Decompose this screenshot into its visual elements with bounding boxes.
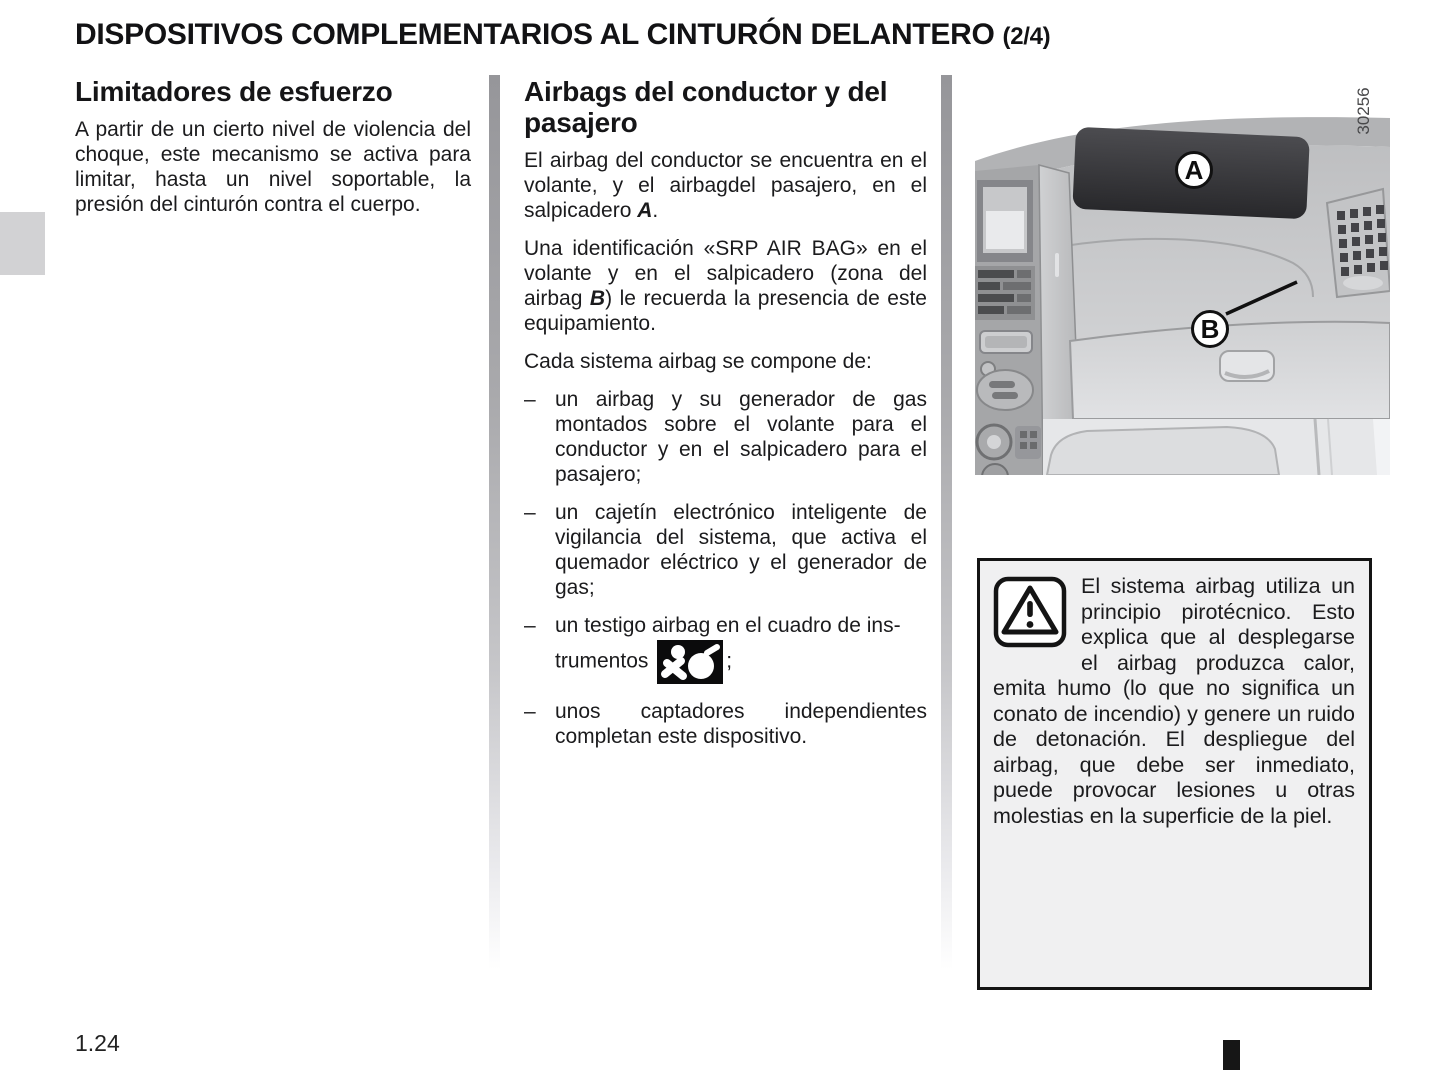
page-number: 1.24 xyxy=(75,1030,120,1056)
bullet-dash: – xyxy=(524,700,536,723)
list-item: – un airbag y su generador de gas montados sobre el volante para el conductor y en el salpicadero para el pasajero; xyxy=(524,388,927,486)
air-vent xyxy=(1327,189,1390,297)
body-paragraph: Una identificación «SRP AIR BAG» en el volante y en el salpicadero (zona del airbag B) le recuerda la presencia de este equipamiento. xyxy=(524,237,927,335)
bullet-dash: – xyxy=(524,501,536,524)
label-circle-a: A xyxy=(1175,151,1213,189)
part-reference-a: A xyxy=(637,199,653,222)
column-divider xyxy=(489,75,500,988)
bullet-dash: – xyxy=(524,614,536,637)
warning-triangle-icon xyxy=(993,576,1067,648)
seat xyxy=(1047,427,1279,475)
list-item: – un testigo airbag en el cuadro de ins- trumentos ; xyxy=(524,613,927,686)
list-item: – unos captadores independientes completan este dispositivo. xyxy=(524,700,927,748)
glovebox xyxy=(1070,322,1390,419)
car-dashboard-illustration xyxy=(975,85,1390,475)
list-item: – un cajetín electrónico inteligente de vigilancia del sistema, que activa el quemador eléctrico y el generador de gas; xyxy=(524,501,927,599)
warning-text: El sistema airbag utiliza un principio pirotécnico. Esto explica que al desplegarse el airbag produzca calor, emita humo (lo que no significa un conato de incendio) y genere un ruido de detonación. El despliegue del airbag, que debe ser inmediato, puede provocar lesiones u otras molestias en la superficie de la piel. xyxy=(993,574,1355,828)
page-title-counter: (2/4) xyxy=(1002,23,1051,50)
part-reference-b: B xyxy=(589,287,606,310)
dashboard-drawing xyxy=(975,85,1390,475)
page-title-text: DISPOSITIVOS COMPLEMENTARIOS AL CINTURÓN DELANTERO xyxy=(75,18,995,51)
figure-reference-number: 30256 xyxy=(1354,87,1373,135)
warning-box xyxy=(977,558,1372,990)
bullet-dash: – xyxy=(524,388,536,411)
print-corner-mark xyxy=(1223,1040,1240,1070)
airbag-components-list xyxy=(524,387,927,749)
column-airbags xyxy=(524,76,927,762)
page-title xyxy=(75,18,1415,52)
airbag-telltale-icon xyxy=(657,640,723,684)
body-paragraph: Cada sistema airbag se compone de: xyxy=(524,350,872,373)
body-paragraph: A partir de un cierto nivel de violencia del choque, este mecanismo se activa para limitar, hasta un nivel soportable, la presión del cinturón contra el cuerpo. xyxy=(75,118,471,216)
column-divider xyxy=(941,75,952,988)
section-heading: Limitadores de esfuerzo xyxy=(75,76,393,107)
section-heading: Airbags del conductor y del pasajero xyxy=(524,76,888,138)
section-edge-tab xyxy=(0,212,45,275)
column-force-limiters xyxy=(75,76,471,230)
body-paragraph: El airbag del conductor se encuentra en el volante, y el airbagdel pasajero, en el salpicadero A. xyxy=(524,149,927,222)
label-circle-b: B xyxy=(1191,310,1229,348)
